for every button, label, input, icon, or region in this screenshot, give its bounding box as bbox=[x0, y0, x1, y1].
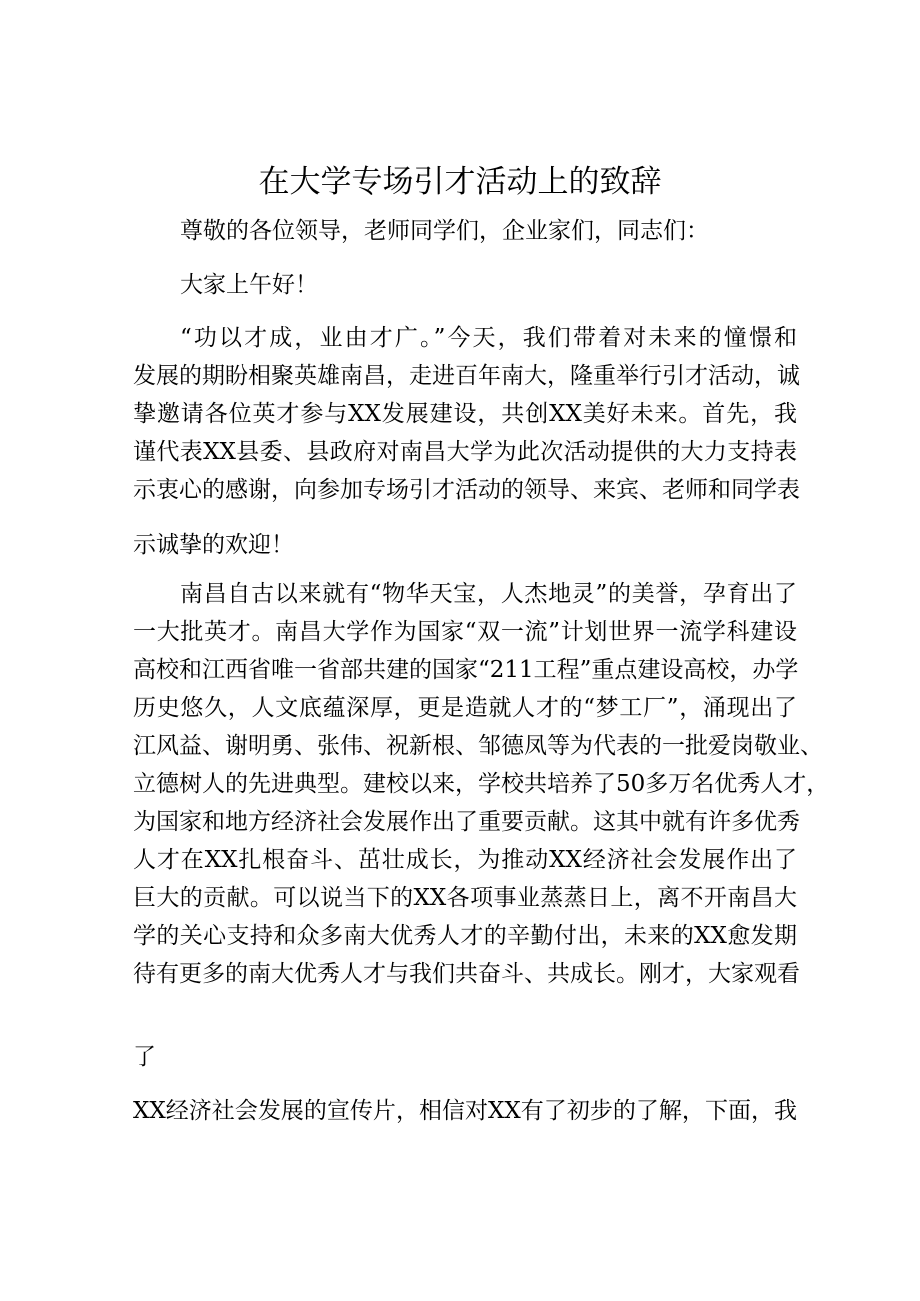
document-title: 在大学专场引才活动上的致辞 bbox=[258, 164, 662, 200]
paragraph-2-line-3: 高校和江西省唯一省部共建的国家“211工程”重点建设高校，办学 bbox=[133, 657, 799, 683]
paragraph-1-line-2: 发展的期盼相聚英雄南昌，走进百年南大，隆重举行引才活动，诚 bbox=[133, 363, 800, 389]
paragraph-2-line-7: 为国家和地方经济社会发展作出了重要贡献。这其中就有许多优秀 bbox=[133, 809, 800, 835]
paragraph-2-line-8: 人才在XX扎根奋斗、茁壮成长，为推动XX经济社会发展作出了 bbox=[133, 847, 797, 873]
paragraph-1-line-1: “功以才成，业由才广。”今天，我们带着对未来的憧憬和 bbox=[180, 325, 797, 351]
paragraph-2-line-4: 历史悠久，人文底蕴深厚，更是造就人才的“梦工厂”，涌现出了 bbox=[133, 695, 797, 721]
paragraph-1-line-3: 挚邀请各位英才参与XX发展建设，共创XX美好未来。首先，我 bbox=[133, 401, 797, 427]
paragraph-2-line-9: 巨大的贡献。可以说当下的XX各项事业蒸蒸日上，离不开南昌大 bbox=[133, 885, 797, 911]
greeting: 大家上午好！ bbox=[180, 272, 318, 298]
paragraph-2-line-5: 江风益、谢明勇、张伟、祝新根、邹德凤等为代表的一批爱岗敬业、 bbox=[133, 733, 823, 759]
paragraph-2-line-12: 了 bbox=[133, 1044, 156, 1070]
paragraph-1-line-5: 示衷心的感谢，向参加专场引才活动的领导、来宾、老师和同学表 bbox=[133, 477, 800, 503]
paragraph-3-line-1: XX经济社会发展的宣传片，相信对XX有了初步的了解，下面，我 bbox=[133, 1098, 797, 1124]
paragraph-1-line-4: 谨代表XX县委、县政府对南昌大学为此次活动提供的大力支持表 bbox=[133, 439, 797, 465]
salutation: 尊敬的各位领导，老师同学们，企业家们，同志们： bbox=[180, 218, 709, 244]
paragraph-2-line-1: 南昌自古以来就有“物华天宝，人杰地灵”的美誉，孕育出了 bbox=[180, 581, 797, 607]
paragraph-2-line-2: 一大批英才。南昌大学作为国家“双一流”计划世界一流学科建设 bbox=[133, 619, 797, 645]
paragraph-2-line-11: 待有更多的南大优秀人才与我们共奋斗、共成长。刚才，大家观看 bbox=[133, 961, 800, 987]
paragraph-1-line-6: 示诚挚的欢迎！ bbox=[133, 532, 294, 558]
paragraph-2-line-10: 学的关心支持和众多南大优秀人才的辛勤付出，未来的XX愈发期 bbox=[133, 923, 797, 949]
paragraph-2-line-6: 立德树人的先进典型。建校以来，学校共培养了50多万名优秀人才， bbox=[133, 771, 830, 797]
